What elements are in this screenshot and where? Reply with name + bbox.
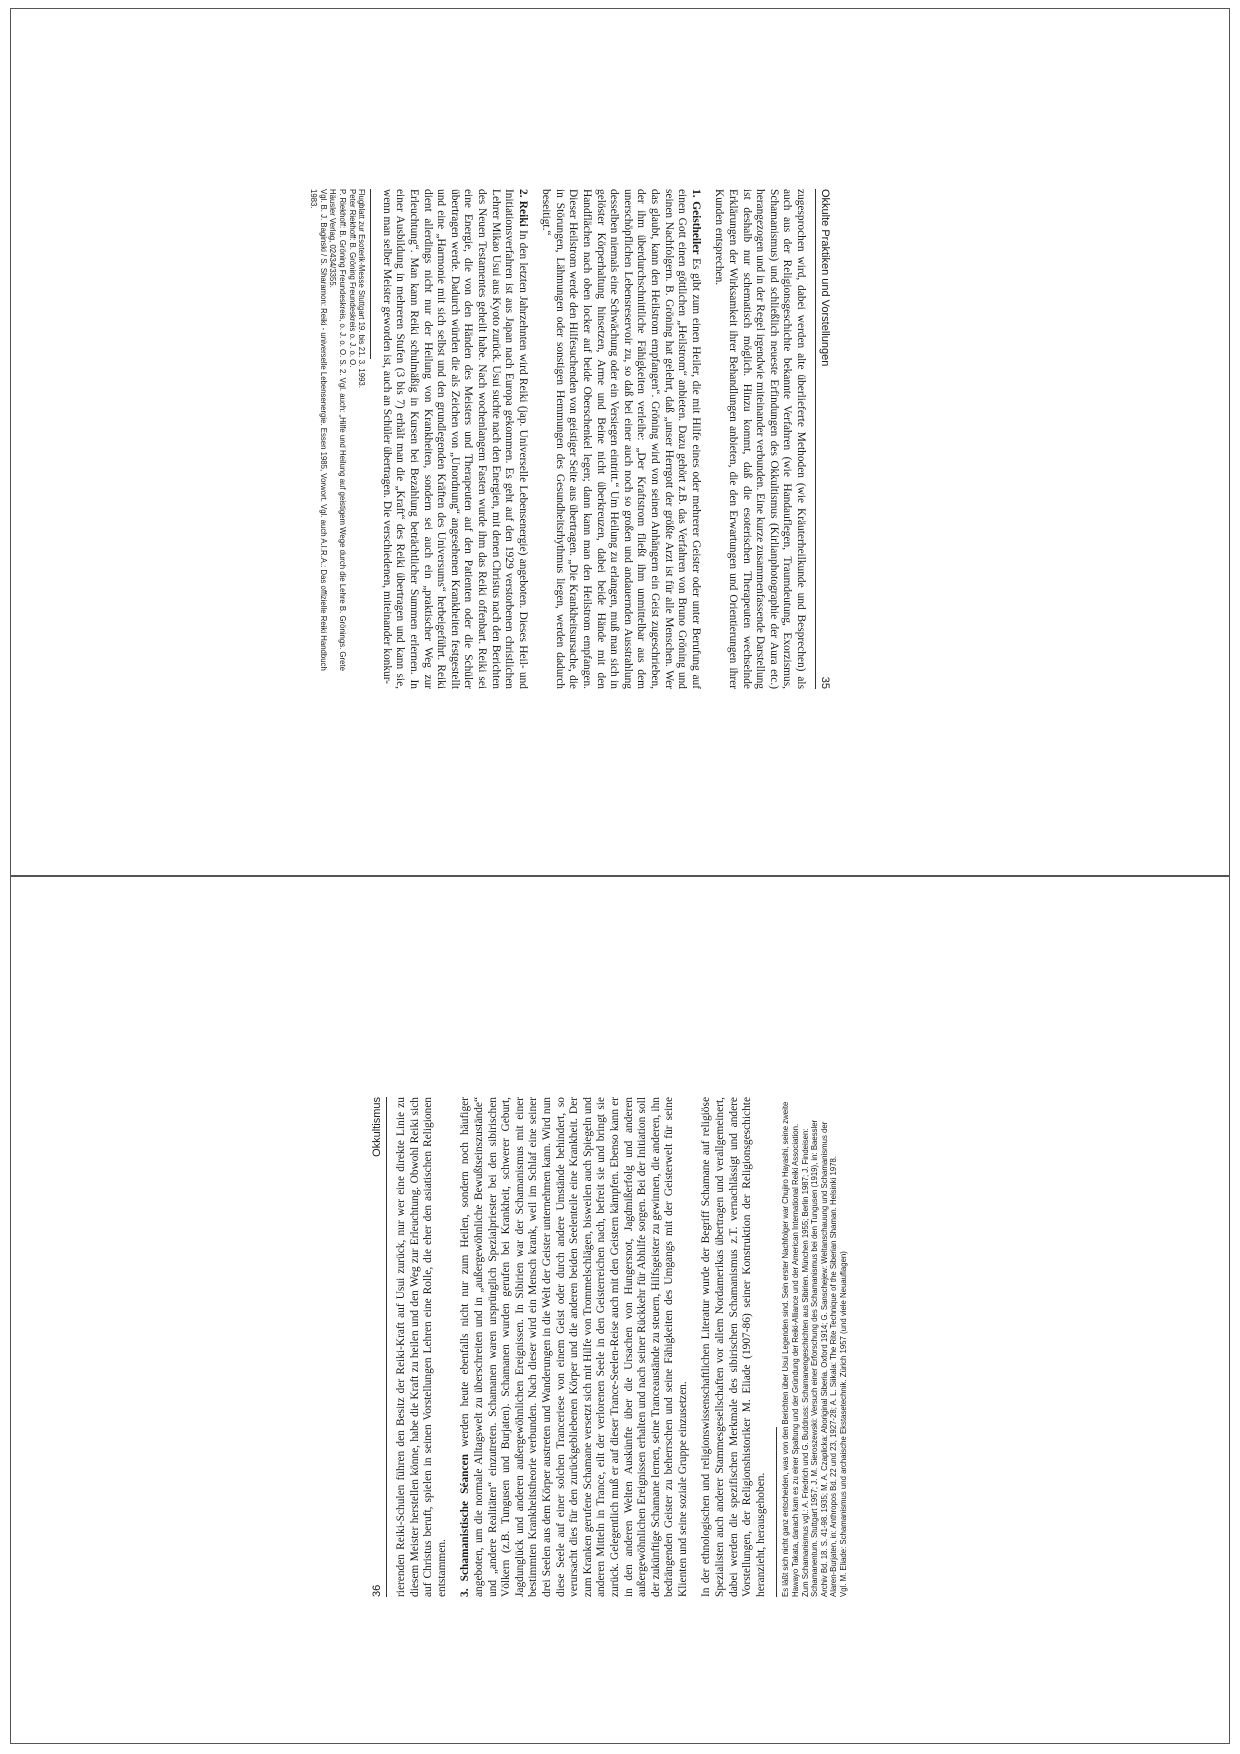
paragraph: zugesprochen wird, dabei werden alte überlieferte Methoden (wie Kräuterheilkunde und Besprechen) als auch aus der Religionsgeschichte bekannte Verfahren (wie Handauflegen, Traumdeutung, Exorzismus, Schamanismus) und schließlich neueste Erfindungen des Okkultismus (Kirlianphotographie der Aura etc.) herangezogen und in der Regel irgendwie miteinander verbunden. Eine kurze zusammenfassende Darstellung ist deshalb nur schematisch möglich. Hinzu kommt, daß die esoterischen Therapeuten wechselnde Erklärungen der Wirksamkeit ihrer Behandlungen anbieten, die den Erwartungen und Orientierungen ihrer Kunden entsprechen. <box>713 189 807 689</box>
footnote: Zum Schamanismus vgl.: A. Friedrich und G. Buddruss: Schamanengeschichten aus Sibirien. München 1955; Berlin 1987; J. Findeisen: Schamanentum. Stuttgart 1957; J. M. Sieroszewski: Versuch einer Erforschung des Schamanismus bei den Tungusen (1919), in: Baessler Archiv Bd. 18. S. 41-98. 1935; M. A. Czaplicka: Aboriginal Siberia. Oxford 1914; G. Sanschejew: Weltanschauung und Schamanismus der Alaren-Burjaten, in: Anthropos Bd. 22 und 23, 1927-28; A. L. Siikala: The Rite Technique of the Siberian Shaman. Helsinki 1978. <box>800 1119 839 1597</box>
section-heading: 1. Geistheiler <box>689 189 702 255</box>
paragraph: In der ethnologischen und religionswissenschaftlichen Literatur wurde der Begriff Schamane auf religiöse Spezialisten auch anderer Stammesgesellschaften vor allem Nordamerikas übertragen und verallgemeinert, dabei werden die spezifischen Merkmale des sibirischen Schamanismus z.T. vernachlässigt und andere Vorstellungen, der Religionshistoriker M. Eliade (1907-86) seiner Konstruktion der Religionsgeschichte heranzieht, herausgehoben. <box>700 1097 767 1597</box>
running-head-title: Okkultismus <box>371 1097 383 1157</box>
footnote: Vgl. M. Eliade: Schamanismus und archaische Ekstasetechnik. Zürich 1957 (und viele Neuauflagen) <box>839 1251 848 1597</box>
page-36 <box>371 1097 971 1597</box>
footnote: Peter Riekhoff: B. Gröning Freundeskreis o. J. o. O. <box>347 189 357 368</box>
running-head-title: Okkulte Praktiken und Vorstellungen <box>819 189 831 367</box>
page-number: 36 <box>371 1584 383 1597</box>
footnote-rule <box>370 189 371 359</box>
body-text <box>379 189 807 689</box>
scan-frame-page-36 <box>10 876 1230 1744</box>
paragraph: rierenden Reiki-Schulen führen den Besitz der Reiki-Kraft auf Usui zurück, nur wer eine direkte Linie zu diesem Meister herstellen könne, habe die Kraft zu heilen und den Weg zur Erleuchtung. Obwohl Reiki sich auf Christus beruft, spielen in seinen Vorstellungen Lehren eine Rolle, die eher den asiatischen Religionen entstammen. <box>395 1097 448 1597</box>
scan-frame-page-35 <box>10 8 1230 876</box>
footnote: P. Riekhoff: B. Gröning Freundeskreis, o. J. o. O. S. 2. Vgl. auch: „Hilfe und Heilung auf geistigem Wege durch die Lehre B. Grönings. Grete Häusler Verlag, 02434/3355. <box>328 189 347 671</box>
footnote: Flugblatt zur Esoterik-Messe Stuttgart 19. bis 21. 3. 1993. <box>357 189 367 388</box>
footnote-rule <box>776 1427 777 1597</box>
page-number: 35 <box>819 676 831 689</box>
footnote: Es läßt sich nicht ganz entscheiden, was von den Berichten über Usui Legenden sind. Sein erster Nachfolger war Chujiro Hayashi, seine zweite Hawayo Takata, danach kam es zu einer Spaltung und der Gründung der Reiki-Alliance und der American International Reiki Association. <box>781 1101 801 1597</box>
section-heading: 2. Reiki <box>516 189 529 227</box>
footnote: Vgl. B. J. Baginski / S. Sharamon: Reiki - universelle Lebensenergie. Essen 1985, Vorwort. Vgl. auch A.I.R.A.: Das offizielle Reiki Handbuch 1983. <box>309 189 328 671</box>
footnotes <box>781 1097 848 1597</box>
body-text <box>395 1097 768 1597</box>
footnotes <box>309 189 367 689</box>
paragraph: 1. Geistheiler Es gibt zum einen Heiler, die mit Hilfe eines oder mehrerer Geister oder unter Berufung auf einen Gott einen göttlichen „Heilstrom“ anbieten. Dazu gehört z.B. das Verfahren von Bruno Gröning und seinen Nachfolgern. B. Gröning hat gelehrt, daß „unser Herrgott der größte Arzt ist für alle Menschen. Wer das glaubt, kann den Heilstrom empfangen“. Gröning wird von seinen Anhängern ein Geist zugeschrieben, der ihm überdurchschnittliche Fähigkeiten verleihe: „Der Kraftstrom fließt ihm unmittelbar aus dem unerschöpflichen Lebensreservoir zu, so daß bei einer auch noch so großen und andauernden Ausstrahlung desselben niemals eine Schwächung oder ein Versiegen eintritt.“ Um Heilung zu erlangen, muß man sich in gelöster Körperhaltung hinsetzen, Arme und Beine nicht überkreuzen, dabei beide Hände mit den Handflächen nach oben locker auf beide Oberschenkel legen; dann kann man den Heilstrom empfangen. Dieser Heilstrom werde den Hilfesuchenden von geistiger Seite aus übertragen. „Die Krankheitsursache, die in Störungen, Lähmungen oder sonstigen Hemmungen des Gesundheitsrhythmus liegen, werden dadurch beseitigt.“ <box>540 189 702 689</box>
running-head <box>371 1097 387 1597</box>
paragraph: 3. Schamanistische Séancen werden heute ebenfalls nicht nur zum Heilen, sondern noch häufiger angeboten, um die normale Alltagswelt zu überschreiten und in „außergewöhnliche Bewußtseinszustände“ und „andere Realitäten“ einzutreten. Schamanen waren ursprünglich Spezialpriester bei den sibirischen Völkern (z.B. Tungusen und Burjaten). Schamanen wurden gerufen bei Krankheit, schwerer Geburt, Jagdunglück und anderen außergewöhnlichen Ereignissen. In Sibirien war der Schamanismus mit einer bestimmten Krankheitstheorie verbunden. Nach dieser wird ein Mensch krank, weil im Schlaf eine seiner drei Seelen aus dem Körper austreten und Wanderungen in die Welt der Geister unternehmen kann. Wird nun diese Seele auf einer solchen Tranceriese von einem Geist oder durch andere Umstände behindert, so verursacht dies für den zurückgebliebenen Körper und die anderen beiden Seelenteile eine Krankheit. Der zum Kranken gerufene Schamane versetzt sich mit Hilfe von Trommelschlägen, bisweilen auch Spiegeln und anderen Mitteln in Trance, eilt der verlorenen Seele in den Geisterreichen nach, befreit sie und bringt sie zurück. Gelegentlich muß er auf dieser Trance-Seelen-Reise auch mit den Geistern kämpfen. Ebenso kann er in den anderen Welten Auskünfte über die Ursachen von Hungersnot, Jagdmißerfolg und anderen außergewöhnlichen Ereignissen erhalten und nach seiner Rückkehr für Abhilfe sorgen. Bei der Initiation soll der zukünftige Schamane lernen, seine Tranceaustände zu steuern, Hilfsgeister zu gewinnen, die anderen, ihn bedrängenden Geister zu beherrschen und seine Fähigkeiten des Umgangs mit der Geisterwelt für seine Klienten und seine soziale Gruppe einzusetzen. <box>459 1097 689 1597</box>
page-35 <box>201 189 831 689</box>
paragraph: 2. Reiki In den letzten Jahrzehnten wird Reiki (jap. Universelle Lebensenergie) angeboten. Dieses Heil- und Initiationsverfahren ist aus Japan nach Europa gekommen. Es geht auf den 1929 verstorbenen christlichen Lehrer Mikao Usui aus Kyoto zurück. Usui suchte nach den Energien, mit denen Christus nach den Berichten des Neuen Testamentes geheilt habe. Nach wochenlangem Fasten wurde ihm das Reiki offenbart. Reiki sei eine Energie, die von den Händen des Meisters und Therapeuten auf den Patienten oder die Schüler übertragen werde. Dadurch würden die als Zeichen von „Unordnung“ angesehenen Krankheiten festgestellt und eine „Harmonie mit sich selbst und den grundlegenden Kräften des Universums“ herbeigeführt. Reiki dient allerdings nicht nur der Heilung von Krankheiten, sondern sei auch ein „praktischer Weg zur Erleuchtung“. Man kann Reiki schulmäßig in Kursen bei Bezahlung beträchtlicher Summen erlernen. In einer Ausbildung in mehreren Stufen (3 bis 7) erhält man die „Kraft“ des Reiki übertragen und kann sie, wenn man selber Meister geworden ist, auch an Schüler übertragen. Die verschiedenen, miteinander konkur- <box>380 189 529 689</box>
running-head <box>815 189 831 689</box>
section-heading: 3. Schamanistische Séancen <box>459 1454 472 1597</box>
